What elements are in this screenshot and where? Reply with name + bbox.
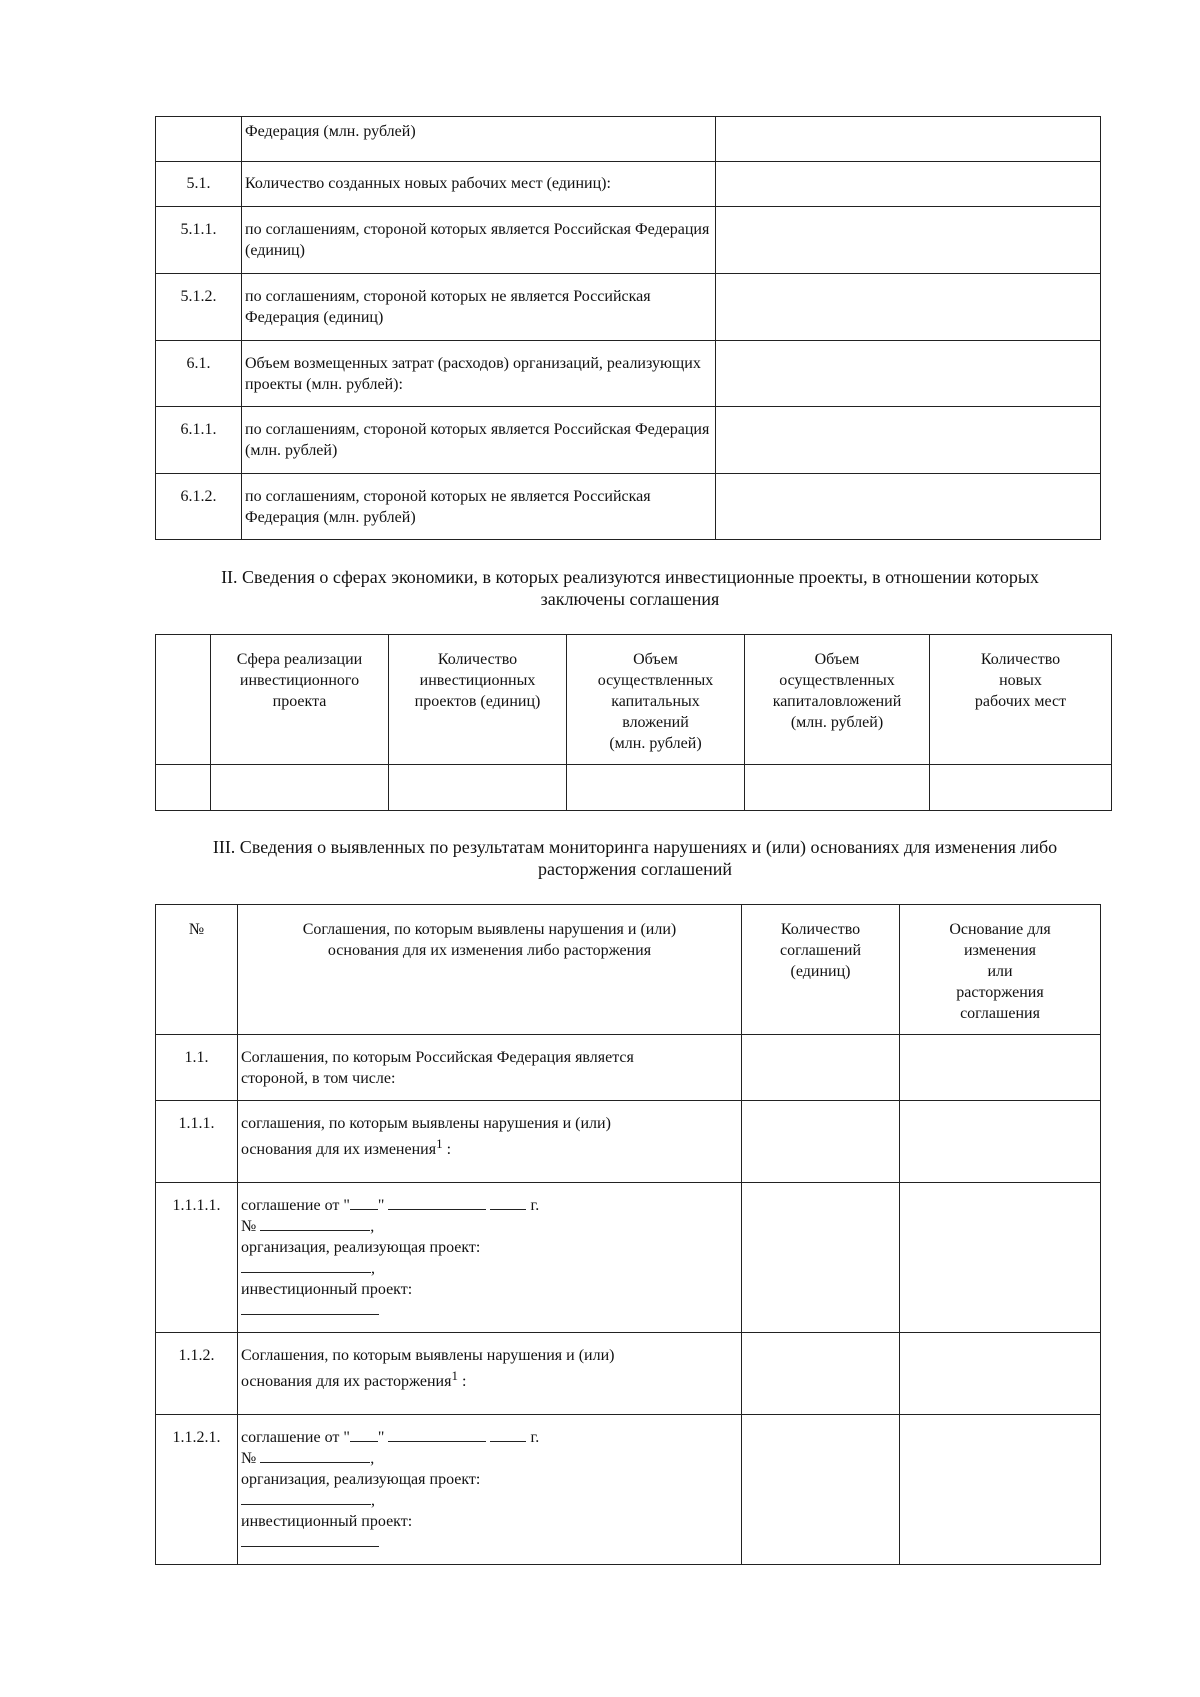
table-row — [156, 1035, 1101, 1101]
agreement-date-line — [241, 1195, 738, 1216]
header-text: (млн. рублей) — [790, 714, 884, 731]
header-number: № — [156, 905, 238, 1035]
empty-cell — [742, 1415, 900, 1565]
header-row — [156, 635, 1112, 765]
header-cell-empty — [156, 635, 211, 765]
section-3-title-line: III. Сведения о выявленных по результатам мониторинга нарушениях и (или) основаниях для изменения либо — [212, 837, 1058, 857]
row-label — [238, 1333, 742, 1415]
header-text: Объем — [633, 651, 678, 668]
header-text: Количество — [437, 651, 518, 668]
section-2-title-line: заключены соглашения — [540, 589, 720, 609]
header-new-jobs — [930, 635, 1112, 765]
empty-cell — [742, 1035, 900, 1101]
blank-field[interactable] — [388, 1195, 486, 1210]
blank-field[interactable] — [490, 1195, 526, 1210]
indicators-table — [155, 116, 1101, 540]
empty-cell — [745, 765, 930, 811]
row-number: 6.1.1. — [156, 407, 242, 474]
header-text: Основание для — [949, 921, 1051, 938]
row-number: 5.1.2. — [156, 274, 242, 341]
row-label — [238, 1035, 742, 1101]
form-text: инвестиционный проект: — [241, 1513, 413, 1530]
header-text: инвестиционных — [419, 672, 536, 689]
empty-cell — [900, 1183, 1101, 1333]
row-label: по соглашениям, стороной которых является Российская Федерация (единиц) — [242, 207, 716, 274]
row-number: 5.1.1. — [156, 207, 242, 274]
row-text: соглашения, по которым выявлены нарушения и (или) — [241, 1115, 611, 1132]
header-text: Объем — [814, 651, 860, 668]
header-text: изменения — [963, 942, 1037, 959]
empty-cell — [900, 1415, 1101, 1565]
header-text: проектов (единиц) — [414, 693, 541, 710]
form-text: соглашение от " — [241, 1197, 350, 1214]
form-text: , — [371, 1260, 375, 1277]
empty-cell — [900, 1333, 1101, 1415]
blank-field[interactable] — [241, 1490, 371, 1505]
row-label: по соглашениям, стороной которых не является Российская Федерация (млн. рублей) — [242, 474, 716, 540]
violations-table — [155, 904, 1101, 1565]
form-text: г. — [526, 1197, 540, 1214]
project-line — [241, 1532, 738, 1553]
blank-field[interactable] — [260, 1216, 370, 1231]
empty-cell — [742, 1333, 900, 1415]
value-cell — [716, 407, 1101, 474]
header-row — [156, 905, 1101, 1035]
agreement-form — [238, 1415, 742, 1565]
row-number: 1.1. — [156, 1035, 238, 1101]
empty-cell — [567, 765, 745, 811]
row-number: 1.1.1. — [156, 1101, 238, 1183]
table-row — [156, 274, 1101, 341]
empty-cell — [742, 1101, 900, 1183]
form-text: " — [377, 1429, 389, 1446]
row-text — [241, 1368, 738, 1392]
row-label: Объем возмещенных затрат (расходов) организаций, реализующих проекты (млн. рублей): — [242, 341, 716, 407]
header-sphere — [211, 635, 389, 765]
value-cell — [716, 474, 1101, 540]
row-label: по соглашениям, стороной которых не является Российская Федерация (единиц) — [242, 274, 716, 341]
blank-field[interactable] — [490, 1427, 526, 1442]
table-row — [156, 407, 1101, 474]
empty-cell — [900, 1101, 1101, 1183]
form-text: соглашение от " — [241, 1429, 350, 1446]
header-agreements — [238, 905, 742, 1035]
value-cell — [716, 207, 1101, 274]
row-text-part: : — [442, 1141, 452, 1158]
empty-cell — [900, 1035, 1101, 1101]
header-text: соглашений — [779, 942, 862, 959]
agreement-number-line — [241, 1216, 738, 1237]
row-number: 6.1. — [156, 341, 242, 407]
form-text: , — [370, 1450, 375, 1467]
table-row — [156, 162, 1101, 207]
blank-field[interactable] — [241, 1258, 371, 1273]
row-text: Соглашения, по которым выявлены нарушения и (или) — [241, 1347, 615, 1364]
table-row — [156, 207, 1101, 274]
row-label — [238, 1101, 742, 1183]
agreement-date-line — [241, 1427, 738, 1448]
header-text: проекта — [272, 693, 327, 710]
table-row — [156, 1183, 1101, 1333]
table-row — [156, 765, 1112, 811]
organization-line — [241, 1490, 738, 1511]
form-text: № — [241, 1450, 261, 1467]
row-text-part: : — [457, 1373, 467, 1390]
row-number: 6.1.2. — [156, 474, 242, 540]
table-row — [156, 474, 1101, 540]
section-2-title — [150, 566, 1110, 610]
form-text: организация, реализующая проект: — [241, 1471, 481, 1488]
form-text: " — [377, 1197, 389, 1214]
header-text: Количество — [980, 651, 1061, 668]
organization-line — [241, 1258, 738, 1279]
form-text: г. — [526, 1429, 540, 1446]
header-text: вложений — [622, 714, 689, 731]
blank-field[interactable] — [260, 1448, 370, 1463]
header-text: или — [987, 963, 1013, 980]
header-text: (единиц) — [790, 963, 851, 980]
header-capital-investments — [567, 635, 745, 765]
footnote-mark: 1 — [436, 1136, 443, 1151]
row-text: Соглашения, по которым Российская Федерация является — [241, 1049, 634, 1066]
section-3-title — [150, 836, 1120, 880]
empty-cell — [742, 1183, 900, 1333]
form-text: , — [370, 1218, 375, 1235]
table-row — [156, 341, 1101, 407]
row-number: 5.1. — [156, 162, 242, 207]
header-text: осуществленных — [597, 672, 714, 689]
row-number: 1.1.1.1. — [156, 1183, 238, 1333]
header-text: основания для их изменения либо расторжения — [327, 942, 652, 959]
row-text-part: основания для их расторжения — [241, 1373, 452, 1390]
header-text: инвестиционного — [239, 672, 360, 689]
empty-cell — [156, 765, 211, 811]
header-projects-count — [389, 635, 567, 765]
form-text: № — [241, 1218, 261, 1235]
table-row — [156, 1101, 1101, 1183]
blank-field[interactable] — [241, 1532, 379, 1547]
row-label: Количество созданных новых рабочих мест (единиц): — [242, 162, 716, 207]
table-row — [156, 1333, 1101, 1415]
value-cell — [716, 274, 1101, 341]
row-text: стороной, в том числе: — [241, 1070, 396, 1087]
form-text: , — [371, 1492, 375, 1509]
header-text: рабочих мест — [974, 693, 1067, 710]
row-number: 1.1.2. — [156, 1333, 238, 1415]
footnote-mark: 1 — [451, 1368, 458, 1383]
economy-spheres-table — [155, 634, 1112, 811]
blank-field[interactable] — [350, 1427, 378, 1442]
header-text: расторжения — [956, 984, 1044, 1001]
project-line — [241, 1300, 738, 1321]
empty-cell — [930, 765, 1112, 811]
header-text: Количество — [780, 921, 861, 938]
row-label: Федерация (млн. рублей) — [242, 117, 716, 162]
table-row — [156, 1415, 1101, 1565]
value-cell — [716, 117, 1101, 162]
header-text: капитальных — [611, 693, 700, 710]
form-text: организация, реализующая проект: — [241, 1239, 481, 1256]
table-row — [156, 117, 1101, 162]
section-2-title-line: II. Сведения о сферах экономики, в которых реализуются инвестиционные проекты, в отношении которых — [221, 567, 1039, 587]
header-capital-expenditures — [745, 635, 930, 765]
value-cell — [716, 162, 1101, 207]
form-text: инвестиционный проект: — [241, 1281, 413, 1298]
header-text: капиталовложений — [772, 693, 902, 710]
agreement-form — [238, 1183, 742, 1333]
value-cell — [716, 341, 1101, 407]
agreement-number-line — [241, 1448, 738, 1469]
header-text: (млн. рублей) — [609, 735, 702, 752]
row-number — [156, 117, 242, 162]
empty-cell — [211, 765, 389, 811]
blank-field[interactable] — [350, 1195, 378, 1210]
section-3-title-line: расторжения соглашений — [537, 859, 733, 879]
header-text: соглашения — [960, 1005, 1040, 1022]
header-text: осуществленных — [779, 672, 895, 689]
row-label: по соглашениям, стороной которых является Российская Федерация (млн. рублей) — [242, 407, 716, 474]
blank-field[interactable] — [388, 1427, 486, 1442]
row-text-part: основания для их изменения — [241, 1141, 437, 1158]
header-agreements-count — [742, 905, 900, 1035]
blank-field[interactable] — [241, 1300, 379, 1315]
row-number: 1.1.2.1. — [156, 1415, 238, 1565]
header-text: Сфера реализации — [236, 651, 363, 668]
header-text: новых — [999, 672, 1042, 689]
empty-cell — [389, 765, 567, 811]
header-text: Соглашения, по которым выявлены нарушения и (или) — [302, 921, 677, 938]
row-text — [241, 1136, 738, 1160]
header-grounds — [900, 905, 1101, 1035]
